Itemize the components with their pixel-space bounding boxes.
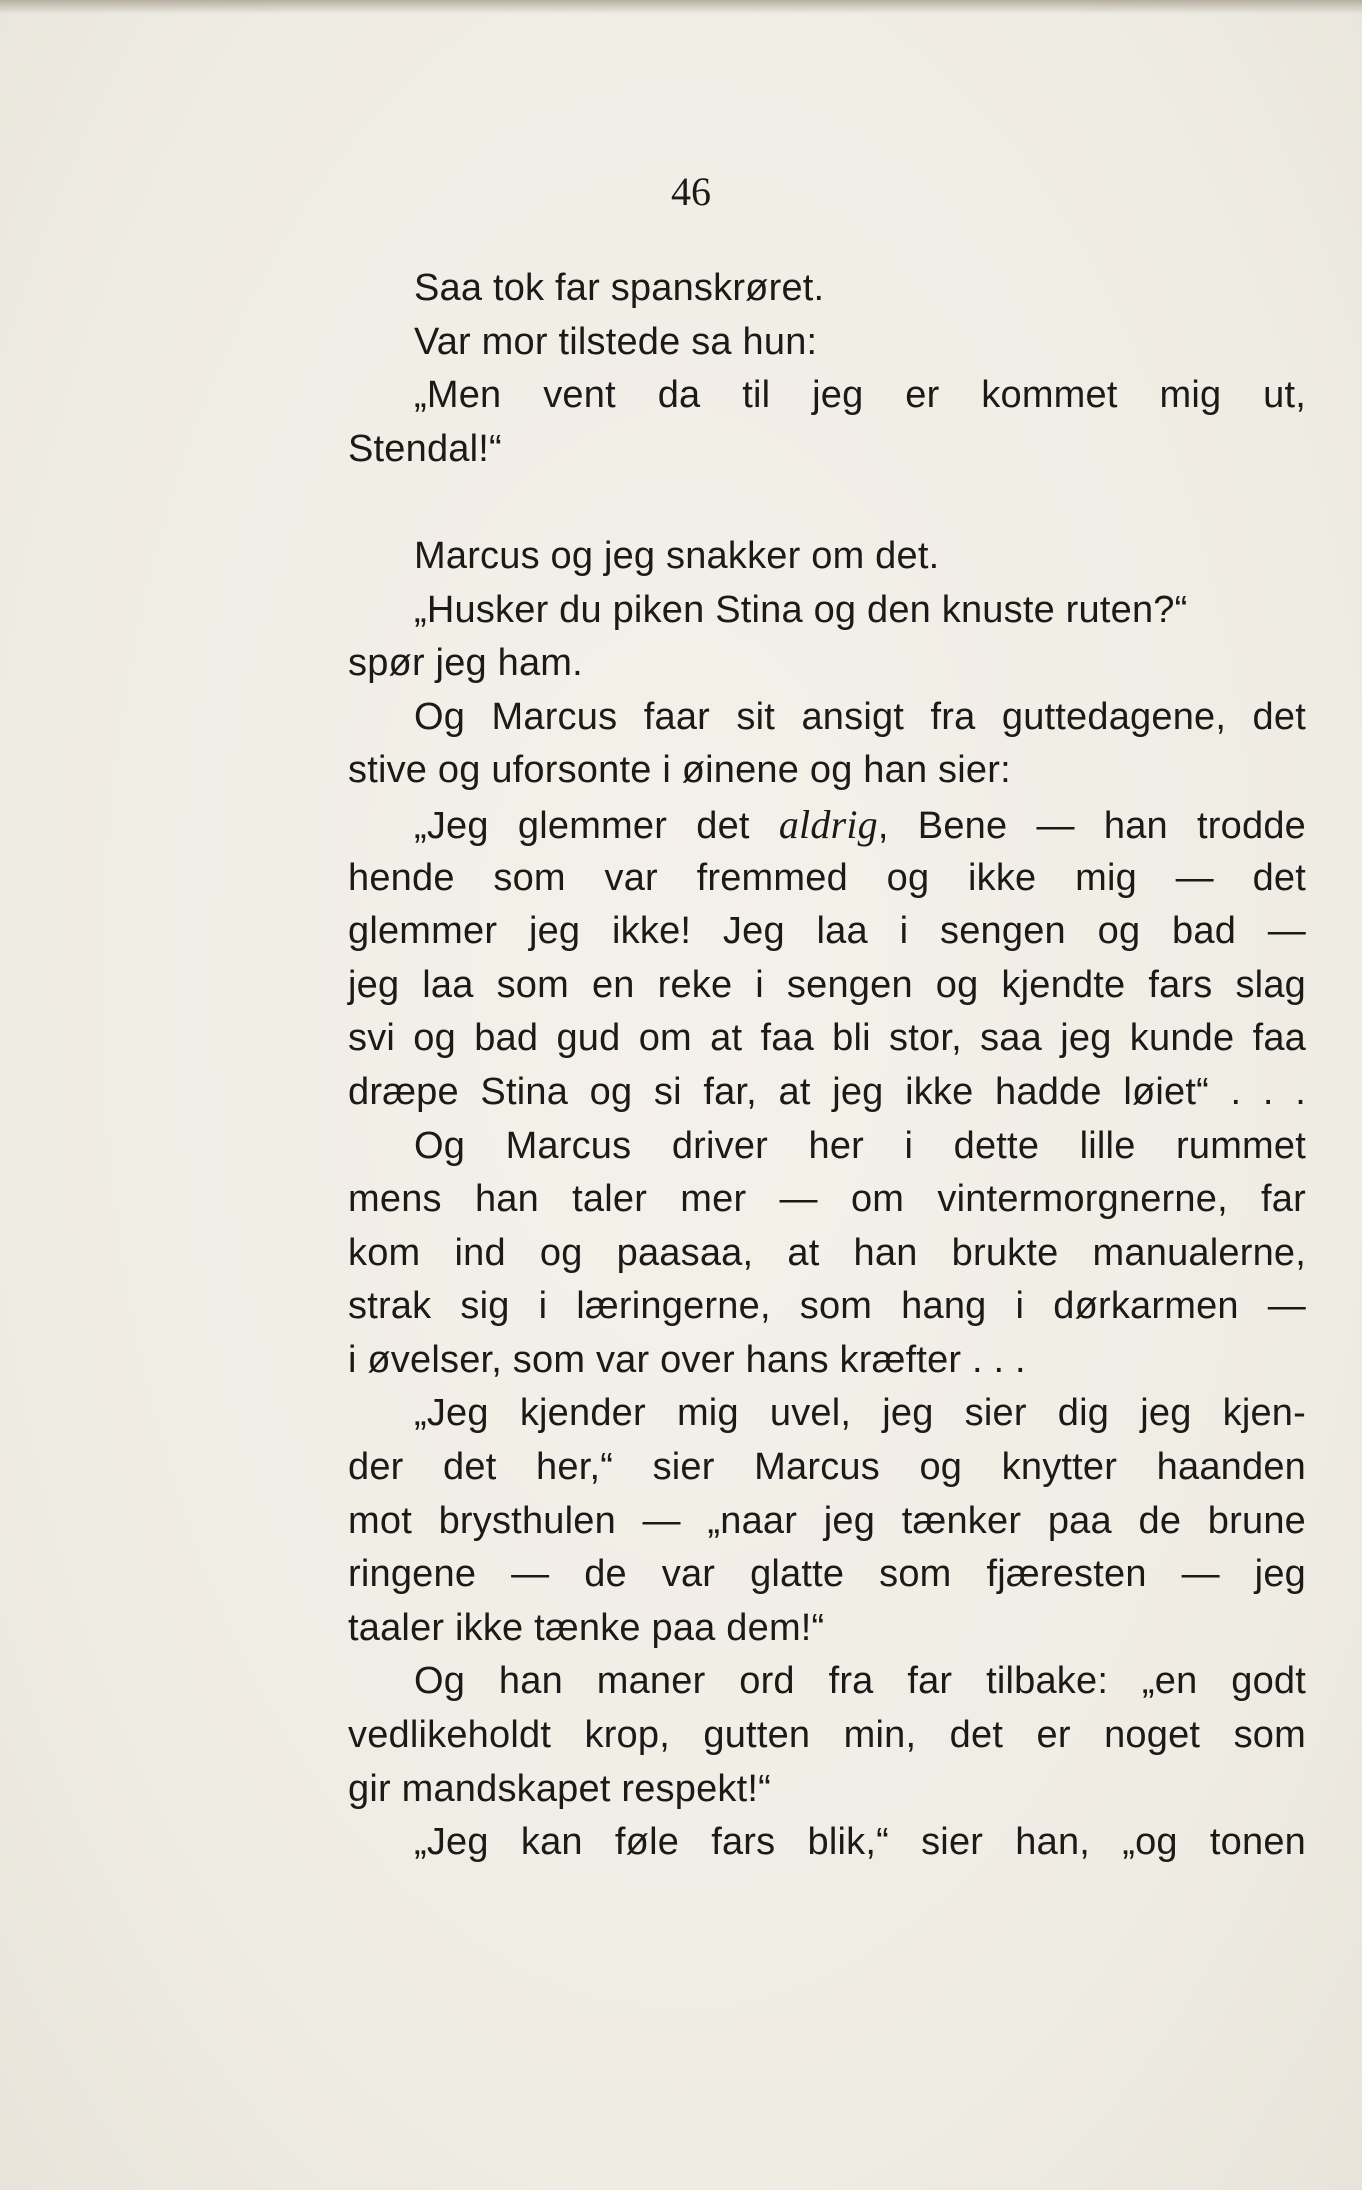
page-top-edge (0, 0, 1362, 14)
text-line: „Men vent da til jeg er kommet mig ut, (414, 374, 1306, 417)
text-line: svi og bad gud om at faa bli stor, saa jeg kunde faa (348, 1017, 1306, 1060)
blank-line (348, 476, 1306, 530)
text-line: ringene — de var glatte som fjæresten — jeg (348, 1553, 1306, 1596)
text-line: hende som var fremmed og ikke mig — det (348, 856, 1306, 899)
text-line: dræpe Stina og si far, at jeg ikke hadde løiet“ . . . (348, 1070, 1306, 1113)
text-line: „Husker du piken Stina og den knuste ruten?“ (414, 588, 1188, 631)
text-line: Stendal!“ (348, 427, 502, 470)
text-line: Og Marcus driver her i dette lille rummet (414, 1124, 1306, 1167)
text-line: gir mandskapet respekt!“ (348, 1767, 771, 1810)
text-line: Og Marcus faar sit ansigt fra guttedagene, det (414, 695, 1306, 738)
text-line: der det her,“ sier Marcus og knytter haanden (348, 1446, 1306, 1489)
text-line: stive og uforsonte i øinene og han sier: (348, 749, 1011, 792)
text-line: i øvelser, som var over hans kræfter . . . (348, 1338, 1026, 1381)
body-text (348, 262, 1306, 1870)
text-line: spør jeg ham. (348, 642, 583, 685)
text-line: strak sig i læringerne, som hang i dørkarmen — (348, 1285, 1306, 1328)
text-line: „Jeg kjender mig uvel, jeg sier dig jeg kjen- (414, 1392, 1306, 1435)
text-span: , Bene — han trodde (877, 804, 1306, 847)
text-line: kom ind og paasaa, at han brukte manualerne, (348, 1231, 1306, 1274)
text-line: Saa tok far spanskrøret. (414, 267, 825, 309)
text-line: Marcus og jeg snakker om det. (414, 534, 940, 577)
text-line: vedlikeholdt krop, gutten min, det er noget som (348, 1714, 1306, 1757)
text-line (348, 798, 1306, 852)
text-line: Og han maner ord fra far tilbake: „en godt (414, 1660, 1306, 1703)
text-line: „Jeg kan føle fars blik,“ sier han, „og tonen (414, 1821, 1306, 1864)
emphasized-word: aldrig (778, 801, 878, 847)
text-line: taaler ikke tænke paa dem!“ (348, 1606, 825, 1649)
page-number: 46 (671, 169, 711, 214)
text-line: Var mor tilstede sa hun: (414, 320, 818, 363)
text-line: mot brysthulen — „naar jeg tænker paa de brune (348, 1499, 1306, 1542)
text-line: glemmer jeg ikke! Jeg laa i sengen og bad — (348, 910, 1306, 953)
text-span: „Jeg glemmer det (414, 804, 779, 847)
text-line: jeg laa som en reke i sengen og kjendte fars slag (348, 963, 1306, 1006)
text-line: mens han taler mer — om vintermorgnerne, far (348, 1178, 1306, 1221)
